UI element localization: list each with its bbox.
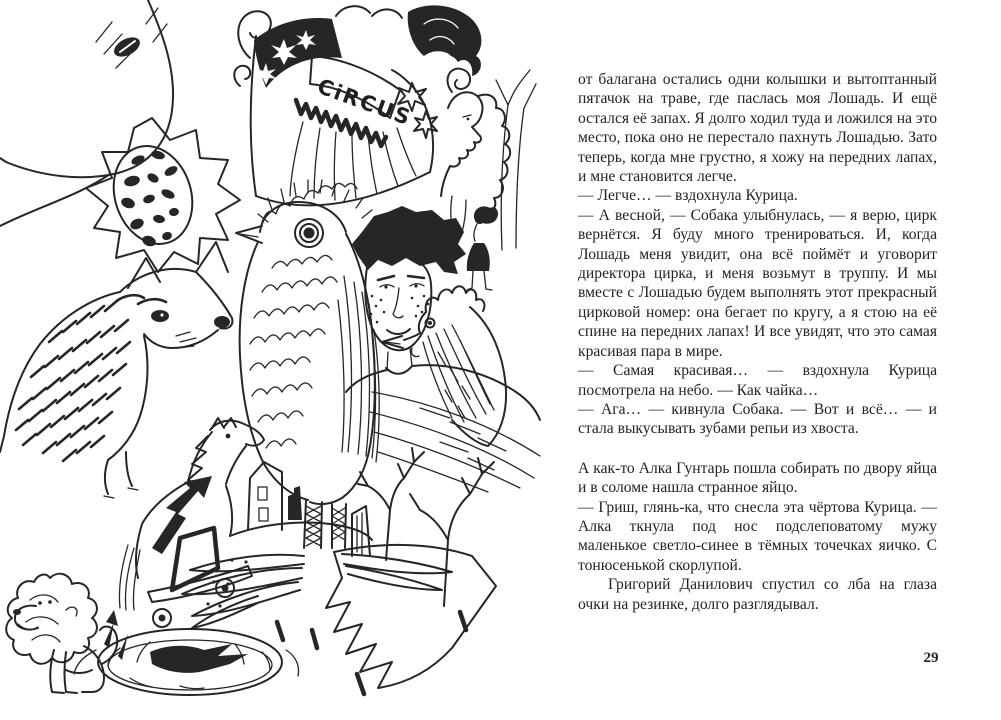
houses-drawing [230, 462, 372, 556]
text-paragraph: от балагана остались одни колышки и вытоптанный пятачок на траве, где паслась моя Лошадь. И ещё остался её запах. Я долго ходил туда и ложился на это место, пока оно не перестало пахнуть Лошадью. Зато теперь, когда мне грустно, я хожу на передних лапах, и мне становится легче. [578, 71, 938, 186]
text-paragraph: — Легче… — вздохнула Курица. [578, 187, 798, 205]
text-paragraph: — Гриш, глянь-ка, что снесла эта чёртова Курица. — Алка ткнула под нос подслеповатому мужу маленькое светло-синее в тёмных точечках яичко. С тонюсенькой скорлупой. [578, 498, 937, 574]
text-paragraph: — Ага… — кивнула Собака. — Вот и всё… — и стала выкусывать зубами репьи из хвоста. [578, 400, 937, 438]
ground-drawing [277, 545, 496, 694]
text-paragraph: А как-то Алка Гунтарь пошла собирать по двору яйца и в соломе нашла странное яйцо. [578, 459, 937, 497]
text-paragraph: Григорий Данилович спустил со лба на глаза очки на резинке, долго разглядывал. [578, 576, 937, 613]
page-number: 29 [923, 650, 939, 666]
toy-horse-drawing [119, 418, 264, 627]
text-paragraph: — А весной, — Собака улыбнулась, — я верю, цирк вернётся. Я буду много тренироваться. И, когда Лошадь меня увидит, она всё поймёт и уговорит директора цирка, и меня возьмут в труппу. И мы вместе с Лошадью будем выполнять этот прекрасный цирковой номер: она бегает по кругу, а я стою на её спине на передних лапах! И все увидят, что это самая красивая пара в мире. [578, 206, 937, 360]
circus-banner-text: CiRCUS [314, 74, 415, 131]
small-figure-drawing [467, 206, 498, 290]
text-paragraph: — Самая красивая… — вздохнула Курица посмотрела на небо. — Как чайка… [578, 362, 937, 399]
balloon-blob-drawing [0, 0, 173, 226]
lion-drawing [6, 574, 128, 693]
right-page-text [578, 70, 937, 614]
